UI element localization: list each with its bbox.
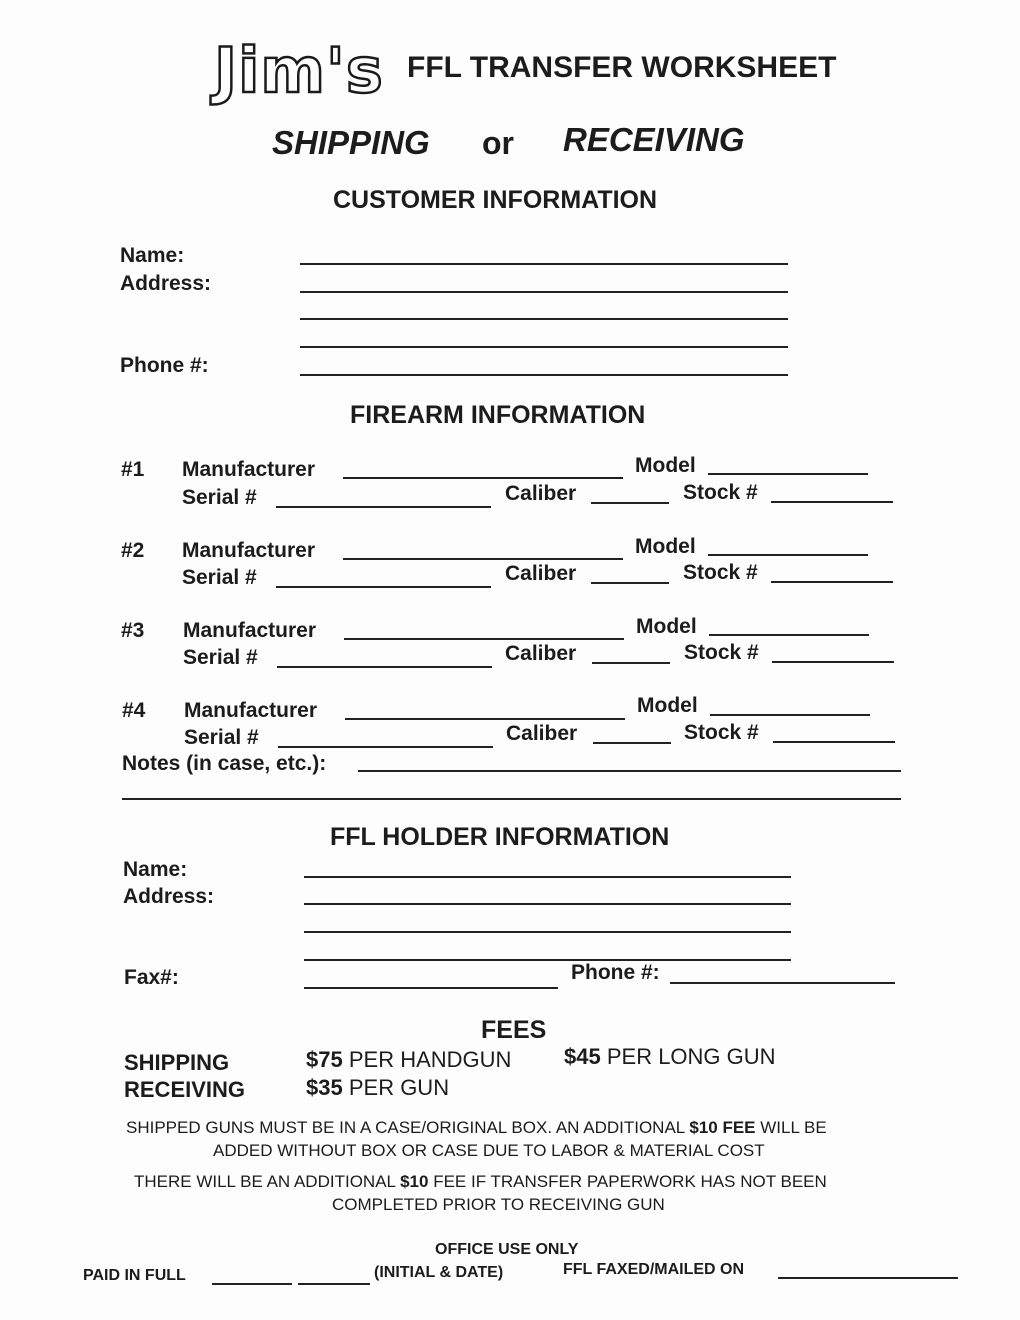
serial-label: Serial # — [182, 566, 257, 589]
note-text: THERE WILL BE AN ADDITIONAL — [134, 1172, 396, 1191]
handgun-fee — [306, 1047, 511, 1073]
model-label: Model — [635, 535, 696, 558]
receiving-price: $35 — [306, 1075, 343, 1100]
notes-field-1[interactable] — [358, 770, 901, 772]
paperwork-fee-note — [134, 1172, 827, 1192]
model-field[interactable] — [708, 554, 868, 556]
stock-field[interactable] — [772, 661, 894, 663]
ffl-name-label: Name: — [123, 858, 188, 881]
ffl-faxed-date-field[interactable] — [778, 1277, 958, 1279]
caliber-label: Caliber — [505, 482, 577, 505]
customer-name-label: Name: — [120, 244, 185, 267]
handgun-text: PER HANDGUN — [348, 1047, 512, 1072]
model-label: Model — [636, 615, 697, 638]
model-label: Model — [637, 694, 698, 717]
ffl-fax-field[interactable] — [304, 987, 558, 989]
case-fee-note — [126, 1118, 827, 1138]
case-fee-note-line2: ADDED WITHOUT BOX OR CASE DUE TO LABOR & MATERIAL COST — [213, 1141, 765, 1160]
customer-phone-label: Phone #: — [120, 354, 209, 377]
caliber-field[interactable] — [591, 502, 669, 504]
customer-info-heading: CUSTOMER INFORMATION — [333, 186, 658, 214]
manufacturer-field[interactable] — [343, 477, 623, 479]
manufacturer-field[interactable] — [343, 558, 623, 560]
manufacturer-label: Manufacturer — [184, 699, 318, 722]
ffl-address-field-3[interactable] — [304, 959, 791, 961]
stock-label: Stock # — [684, 721, 759, 744]
ffl-address-field-1[interactable] — [304, 903, 791, 905]
notes-field-2[interactable] — [122, 798, 901, 800]
stock-label: Stock # — [684, 641, 759, 664]
receiving-option: RECEIVING — [563, 121, 745, 158]
paid-date-field[interactable] — [298, 1283, 370, 1285]
page-title: FFL TRANSFER WORKSHEET — [407, 51, 837, 84]
paid-in-full-label: PAID IN FULL — [83, 1267, 186, 1284]
or-text: or — [482, 125, 514, 161]
fees-receiving-label: RECEIVING — [124, 1077, 246, 1102]
initial-date-label: (INITIAL & DATE) — [374, 1264, 504, 1281]
jims-logo: Jim's — [214, 34, 384, 107]
serial-field[interactable] — [276, 586, 491, 588]
note-fee-amount: $10 — [400, 1172, 429, 1191]
note-text: WILL BE — [760, 1118, 827, 1137]
longgun-price: $45 — [564, 1044, 601, 1069]
note-fee-amount: $10 FEE — [689, 1118, 756, 1137]
receiving-text: PER GUN — [348, 1075, 450, 1100]
stock-field[interactable] — [773, 741, 895, 743]
ffl-address-label: Address: — [123, 885, 215, 908]
paid-initial-field[interactable] — [212, 1283, 292, 1285]
shipping-option: SHIPPING — [272, 124, 430, 161]
note-text: FEE IF TRANSFER PAPERWORK HAS NOT BEEN — [433, 1172, 827, 1191]
fees-shipping-label: SHIPPING — [124, 1050, 230, 1075]
manufacturer-field[interactable] — [345, 718, 625, 720]
serial-field[interactable] — [278, 746, 493, 748]
fees-heading: FEES — [481, 1016, 547, 1044]
firearm-number: #4 — [122, 699, 146, 722]
customer-address-field-2[interactable] — [300, 318, 788, 320]
model-field[interactable] — [709, 634, 869, 636]
manufacturer-label: Manufacturer — [182, 539, 316, 562]
paperwork-fee-note-line2: COMPLETED PRIOR TO RECEIVING GUN — [332, 1195, 665, 1214]
serial-label: Serial # — [184, 726, 259, 749]
ffl-faxed-label: FFL FAXED/MAILED ON — [563, 1261, 745, 1278]
customer-name-field[interactable] — [300, 263, 788, 265]
firearm-number: #3 — [121, 619, 145, 642]
caliber-field[interactable] — [591, 582, 669, 584]
office-use-heading: OFFICE USE ONLY — [435, 1241, 579, 1258]
stock-label: Stock # — [683, 561, 758, 584]
ffl-phone-field[interactable] — [670, 982, 895, 984]
longgun-text: PER LONG GUN — [606, 1044, 776, 1069]
model-label: Model — [635, 454, 696, 477]
stock-field[interactable] — [771, 581, 893, 583]
ffl-holder-heading: FFL HOLDER INFORMATION — [330, 823, 670, 851]
customer-address-field-3[interactable] — [300, 346, 788, 348]
notes-label: Notes (in case, etc.): — [122, 752, 327, 775]
ffl-phone-label: Phone #: — [571, 961, 660, 984]
stock-field[interactable] — [771, 501, 893, 503]
serial-label: Serial # — [183, 646, 258, 669]
manufacturer-label: Manufacturer — [183, 619, 317, 642]
firearm-info-heading: FIREARM INFORMATION — [350, 401, 646, 429]
firearm-number: #2 — [121, 539, 145, 562]
manufacturer-field[interactable] — [344, 638, 624, 640]
caliber-field[interactable] — [592, 662, 670, 664]
model-field[interactable] — [710, 714, 870, 716]
customer-phone-field[interactable] — [300, 374, 788, 376]
customer-address-field-1[interactable] — [300, 291, 788, 293]
longgun-fee — [564, 1044, 776, 1070]
firearm-number: #1 — [121, 458, 145, 481]
serial-label: Serial # — [182, 486, 257, 509]
ffl-address-field-2[interactable] — [304, 931, 791, 933]
caliber-field[interactable] — [593, 742, 671, 744]
caliber-label: Caliber — [505, 562, 577, 585]
receiving-fee — [306, 1075, 449, 1101]
serial-field[interactable] — [276, 506, 491, 508]
ffl-name-field[interactable] — [304, 876, 791, 878]
customer-address-label: Address: — [120, 272, 212, 295]
caliber-label: Caliber — [506, 722, 578, 745]
ffl-fax-label: Fax#: — [124, 966, 179, 989]
caliber-label: Caliber — [505, 642, 577, 665]
serial-field[interactable] — [277, 666, 492, 668]
note-text: SHIPPED GUNS MUST BE IN A CASE/ORIGINAL BOX. AN ADDITIONAL — [126, 1118, 685, 1137]
handgun-price: $75 — [306, 1047, 343, 1072]
model-field[interactable] — [708, 473, 868, 475]
manufacturer-label: Manufacturer — [182, 458, 316, 481]
stock-label: Stock # — [683, 481, 758, 504]
